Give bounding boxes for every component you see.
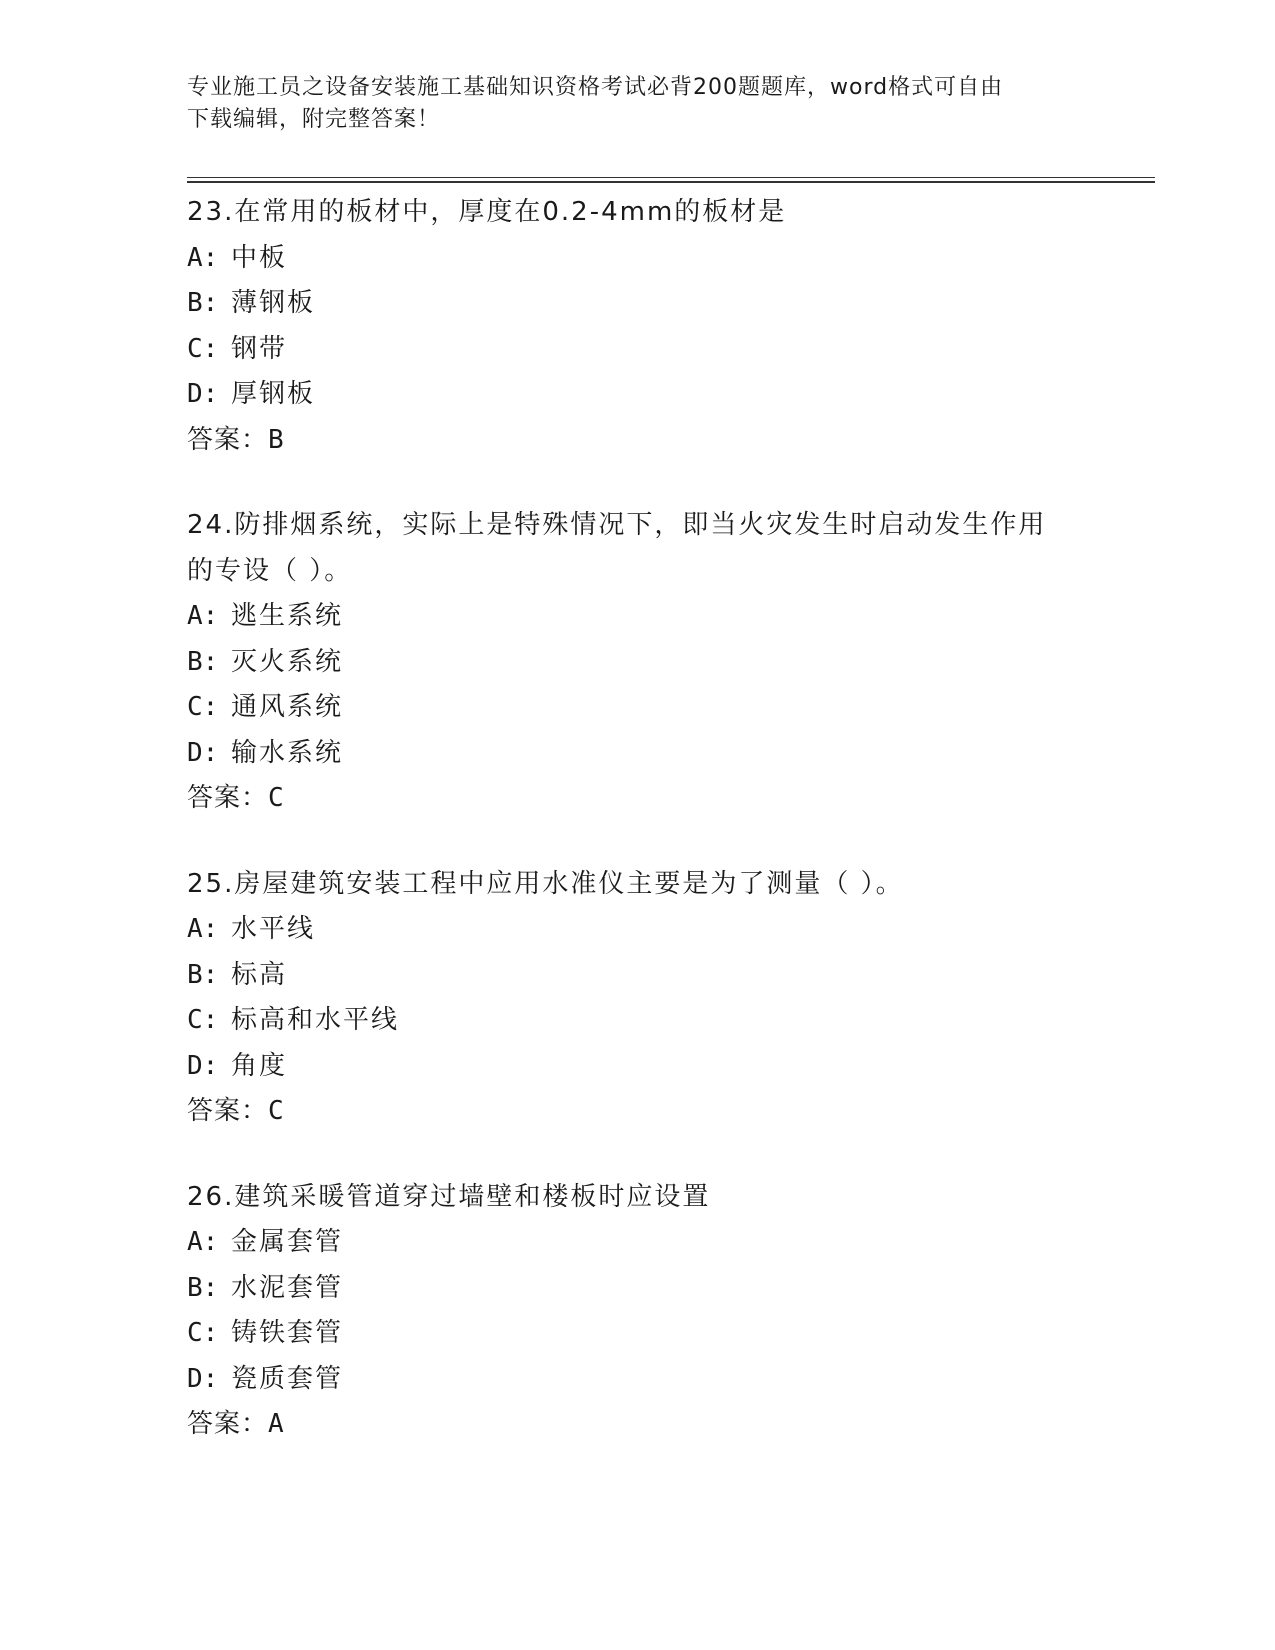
answer-label: 答案：	[187, 783, 269, 813]
header-divider-thin	[187, 177, 1155, 178]
option-letter: B:	[187, 1272, 219, 1303]
question-25	[187, 862, 1087, 1135]
option-letter: A:	[187, 914, 219, 944]
answer-value: C	[268, 1096, 284, 1126]
option-text: 水泥套管	[231, 1272, 344, 1303]
option-text: 金属套管	[231, 1227, 344, 1257]
option-letter: B:	[187, 959, 219, 990]
option-letter: D:	[187, 379, 219, 409]
answer-line	[187, 776, 1087, 822]
option-c	[187, 998, 1087, 1044]
option-d	[187, 1357, 1087, 1403]
option-b	[187, 281, 1087, 327]
option-text: 水平线	[231, 914, 316, 944]
question-stem: 23.在常用的板材中，厚度在0.2-4mm的板材是	[187, 197, 787, 227]
option-b	[187, 1266, 1087, 1312]
option-d	[187, 731, 1087, 777]
answer-value: C	[268, 783, 284, 813]
option-text: 标高	[231, 959, 288, 990]
question-26	[187, 1175, 1087, 1448]
option-a	[187, 236, 1087, 282]
option-letter: D:	[187, 737, 219, 768]
option-letter: C:	[187, 1318, 219, 1348]
option-text: 薄钢板	[231, 288, 316, 318]
header-line-1: 专业施工员之设备安装施工基础知识资格考试必背200题题库，word格式可自由	[187, 75, 1004, 100]
option-c	[187, 685, 1087, 731]
option-a	[187, 594, 1087, 640]
option-letter: D:	[187, 1363, 219, 1394]
option-c	[187, 327, 1087, 373]
option-letter: A:	[187, 1227, 219, 1257]
answer-label: 答案：	[187, 1096, 269, 1126]
option-d	[187, 372, 1087, 418]
option-text: 钢带	[231, 333, 288, 364]
option-b	[187, 953, 1087, 999]
question-stem: 24.防排烟系统，实际上是特殊情况下，即当火灾发生时启动发生作用	[187, 510, 1047, 540]
question-23	[187, 190, 1087, 463]
option-letter: A:	[187, 242, 219, 273]
option-letter: A:	[187, 601, 219, 631]
question-24	[187, 503, 1087, 822]
question-stem-continued: 的专设（ ）。	[187, 555, 353, 586]
question-list	[187, 190, 1087, 1488]
answer-value: A	[268, 1409, 284, 1439]
answer-line	[187, 1402, 1087, 1448]
option-text: 灭火系统	[231, 646, 344, 677]
question-stem: 25.房屋建筑安装工程中应用水准仪主要是为了测量（ ）。	[187, 868, 904, 899]
option-text: 输水系统	[231, 737, 344, 768]
option-d	[187, 1044, 1087, 1090]
answer-line	[187, 418, 1087, 464]
option-text: 厚钢板	[231, 379, 316, 409]
answer-label: 答案：	[187, 1409, 269, 1439]
option-c	[187, 1311, 1087, 1357]
option-a	[187, 1220, 1087, 1266]
answer-line	[187, 1089, 1087, 1135]
option-a	[187, 907, 1087, 953]
document-header	[187, 72, 1067, 136]
option-letter: B:	[187, 646, 219, 677]
option-letter: C:	[187, 1005, 219, 1035]
option-letter: B:	[187, 288, 219, 318]
question-stem: 26.建筑采暖管道穿过墙壁和楼板时应设置	[187, 1181, 711, 1212]
option-text: 通风系统	[231, 692, 344, 722]
header-divider-thick	[187, 181, 1155, 183]
option-letter: C:	[187, 692, 219, 722]
answer-value: B	[268, 424, 284, 455]
option-letter: D:	[187, 1050, 219, 1081]
option-text: 铸铁套管	[231, 1318, 344, 1348]
header-line-2: 下载编辑，附完整答案！	[187, 107, 441, 132]
option-text: 逃生系统	[231, 601, 344, 631]
option-b	[187, 640, 1087, 686]
answer-label: 答案：	[187, 424, 269, 455]
option-text: 中板	[231, 242, 288, 273]
option-text: 角度	[231, 1050, 288, 1081]
option-text: 瓷质套管	[231, 1363, 344, 1394]
option-text: 标高和水平线	[231, 1005, 400, 1035]
option-letter: C:	[187, 333, 219, 364]
